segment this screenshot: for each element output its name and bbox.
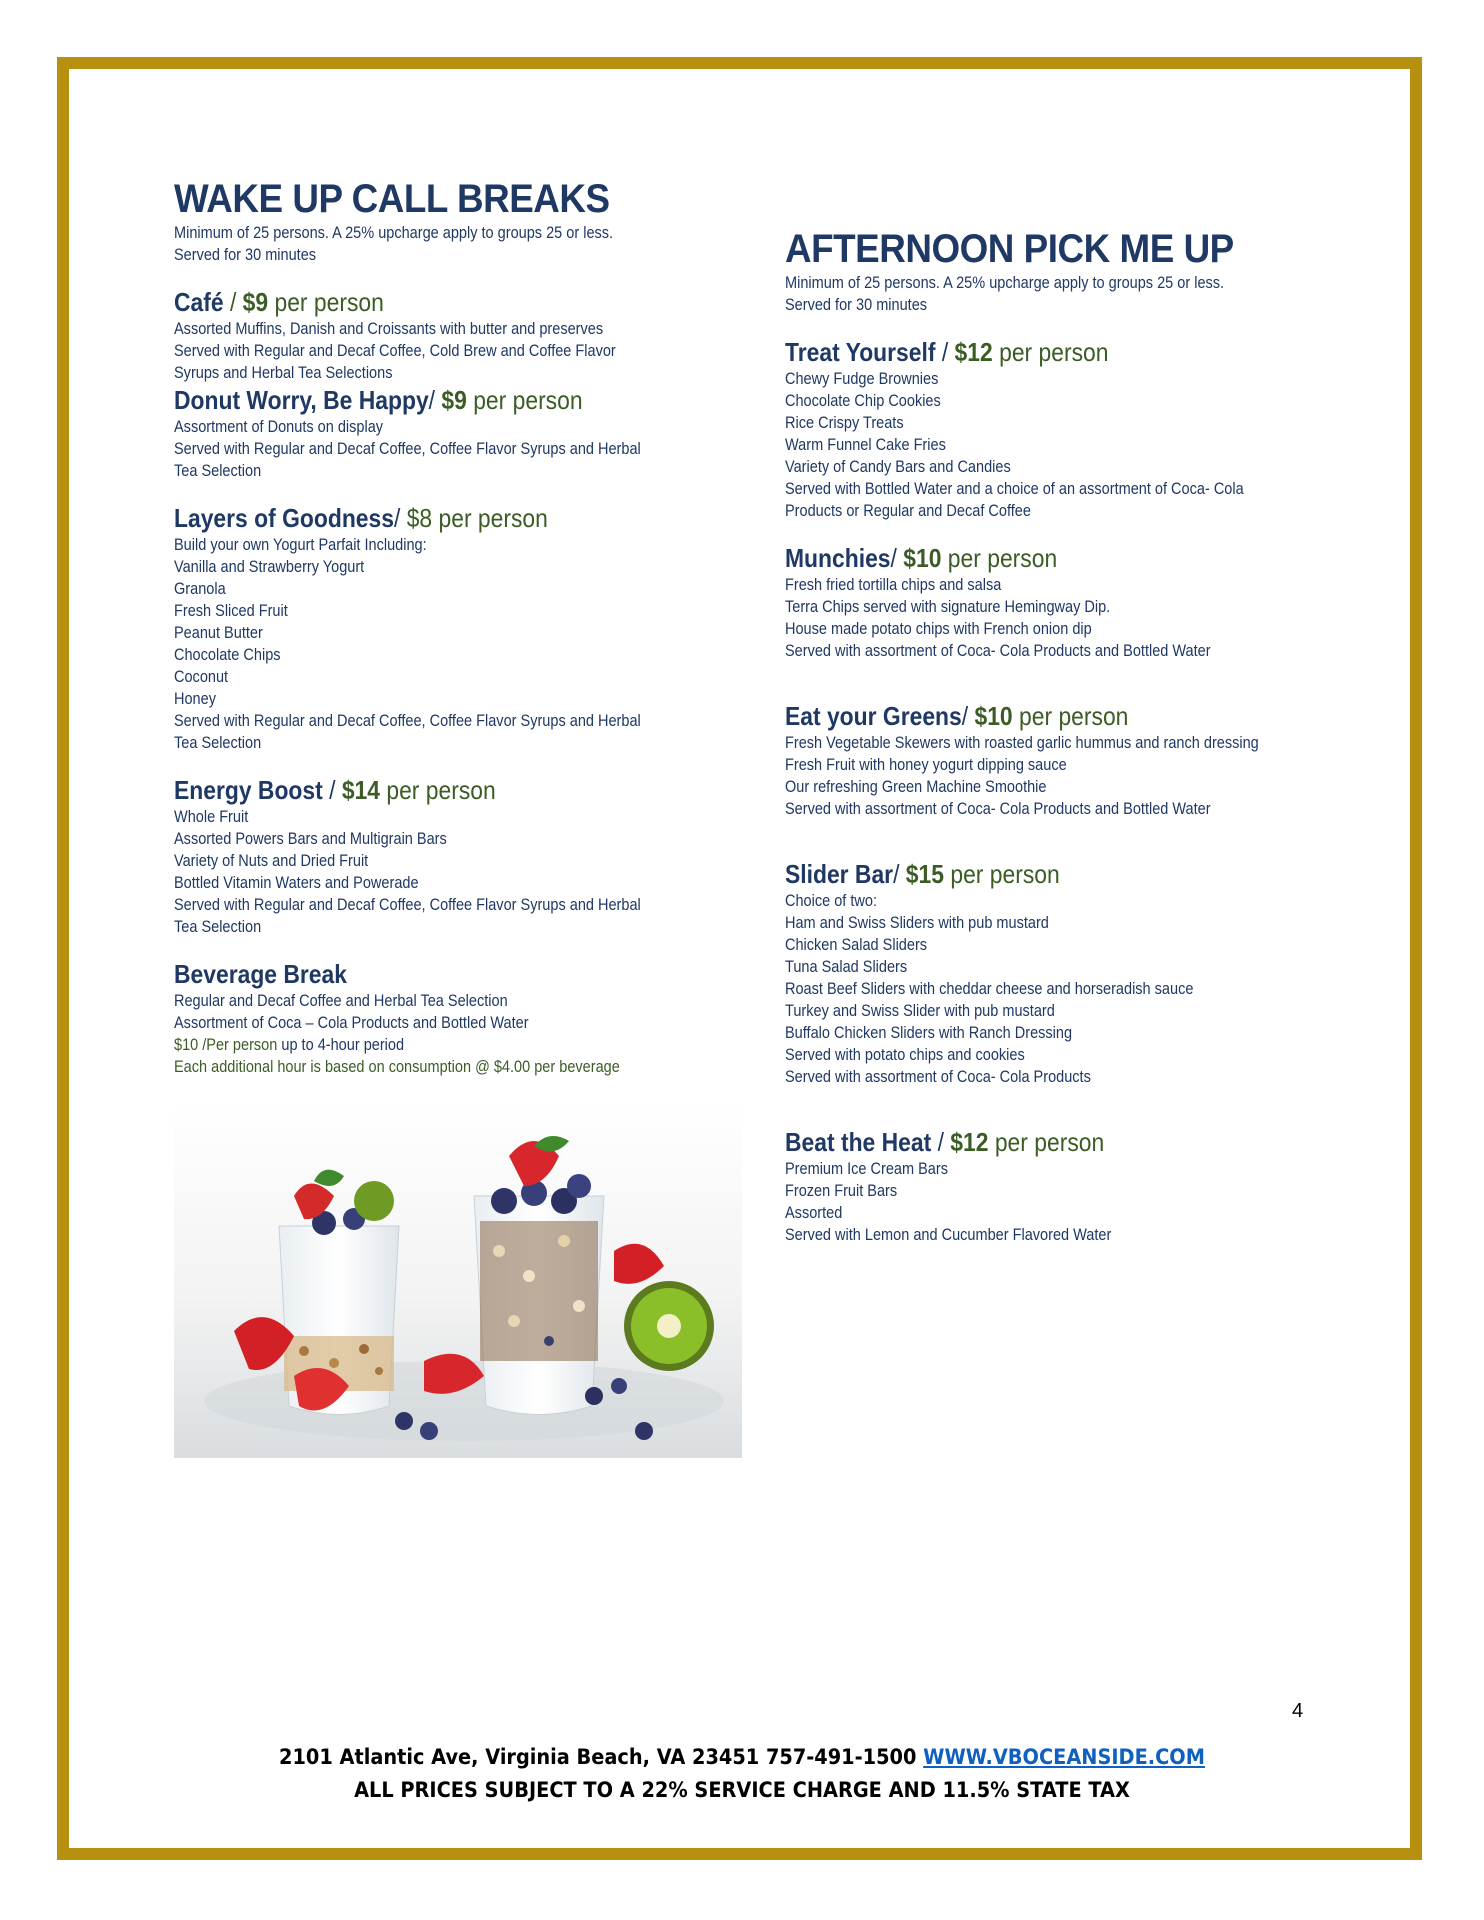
- menu-item-line: Assortment of Donuts on display: [174, 418, 384, 436]
- menu-item-line: Variety of Nuts and Dried Fruit: [174, 852, 369, 870]
- menu-item-line: Served with Regular and Decaf Coffee, Coffee Flavor Syrups and Herbal: [174, 712, 641, 730]
- menu-item-line: Whole Fruit: [174, 808, 249, 826]
- section-price: $10: [974, 701, 1013, 731]
- section-name: Donut Worry, Be Happy: [174, 385, 429, 415]
- menu-item-line: Served with Regular and Decaf Coffee, Coffee Flavor Syrups and Herbal: [174, 440, 641, 458]
- menu-item-line: Served with potato chips and cookies: [785, 1046, 1025, 1064]
- section-name: Eat your Greens: [785, 701, 962, 731]
- munchies-heading: Munchies/ $10 per person: [785, 543, 1058, 573]
- footer-disclaimer: ALL PRICES SUBJECT TO A 22% SERVICE CHARGE AND 11.5% STATE TAX: [354, 1778, 1130, 1802]
- section-name: Layers of Goodness: [174, 503, 394, 533]
- menu-item-line: Chicken Salad Sliders: [785, 936, 928, 954]
- menu-item-line: Assorted: [785, 1204, 843, 1222]
- menu-item-line: Fresh Fruit with honey yogurt dipping sauce: [785, 756, 1067, 774]
- menu-item-line: Build your own Yogurt Parfait Including:: [174, 536, 427, 554]
- layers-heading: Layers of Goodness/ $8 per person: [174, 503, 548, 533]
- menu-item-line: Peanut Butter: [174, 624, 263, 642]
- menu-item-line: Regular and Decaf Coffee and Herbal Tea Selection: [174, 992, 508, 1010]
- treat-heading: Treat Yourself / $12 per person: [785, 337, 1109, 367]
- menu-item-line: Warm Funnel Cake Fries: [785, 436, 946, 454]
- section-price: $12: [950, 1127, 989, 1157]
- beverage-heading: [174, 958, 684, 990]
- section-price: $8: [406, 503, 433, 533]
- menu-item-line: Our refreshing Green Machine Smoothie: [785, 778, 1047, 796]
- section-price: $9: [441, 385, 467, 415]
- menu-item-line: Premium Ice Cream Bars: [785, 1160, 948, 1178]
- section-name: Energy Boost: [174, 775, 323, 805]
- wake-up-title: WAKE UP CALL BREAKS: [174, 177, 610, 221]
- menu-item-line: Products or Regular and Decaf Coffee: [785, 502, 1031, 520]
- heat-items: [785, 1158, 1345, 1246]
- menu-item-line: Tea Selection: [174, 918, 262, 936]
- menu-item-line: Served with assortment of Coca- Cola Products and Bottled Water: [785, 642, 1211, 660]
- section-name: Treat Yourself: [785, 337, 936, 367]
- page-number: 4: [1292, 1700, 1304, 1722]
- menu-item-line: Served with assortment of Coca- Cola Products and Bottled Water: [785, 800, 1211, 818]
- cafe-heading: Café / $9 per person: [174, 287, 384, 317]
- beverage-note: Each additional hour is based on consumption @ $4.00 per beverage: [174, 1058, 620, 1076]
- menu-item-line: Ham and Swiss Sliders with pub mustard: [785, 914, 1049, 932]
- beverage-price-line: $10 /Per person up to 4-hour period: [174, 1036, 405, 1054]
- afternoon-title: AFTERNOON PICK ME UP: [785, 227, 1234, 271]
- section-name: Beverage Break: [174, 959, 347, 989]
- intro-line: Minimum of 25 persons. A 25% upcharge apply to groups 25 or less.: [174, 224, 614, 242]
- menu-item-line: House made potato chips with French onion dip: [785, 620, 1092, 638]
- menu-item-line: Tea Selection: [174, 462, 262, 480]
- footer-address-line: 2101 Atlantic Ave, Virginia Beach, VA 23451 757-491-1500 WWW.VBOCEANSIDE.COM: [279, 1745, 1205, 1769]
- menu-item-line: Bottled Vitamin Waters and Powerade: [174, 874, 419, 892]
- menu-item-line: Terra Chips served with signature Hemingway Dip.: [785, 598, 1111, 616]
- section-price: $12: [954, 337, 993, 367]
- menu-item-line: Assorted Powers Bars and Multigrain Bars: [174, 830, 447, 848]
- website-link[interactable]: WWW.VBOCEANSIDE.COM: [923, 1745, 1205, 1769]
- menu-item-line: Roast Beef Sliders with cheddar cheese and horseradish sauce: [785, 980, 1194, 998]
- menu-item-line: Served with Lemon and Cucumber Flavored Water: [785, 1226, 1112, 1244]
- menu-item-line: Chocolate Chip Cookies: [785, 392, 941, 410]
- energy-heading: Energy Boost / $14 per person: [174, 775, 496, 805]
- donut-heading: Donut Worry, Be Happy/ $9 per person: [174, 385, 583, 415]
- section-name: Beat the Heat: [785, 1127, 932, 1157]
- section-name: Slider Bar: [785, 859, 894, 889]
- menu-item-line: Assortment of Coca – Cola Products and Bottled Water: [174, 1014, 529, 1032]
- intro-line: Minimum of 25 persons. A 25% upcharge apply to groups 25 or less.: [785, 274, 1225, 292]
- menu-item-line: Assorted Muffins, Danish and Croissants with butter and preserves: [174, 320, 604, 338]
- menu-item-line: Coconut: [174, 668, 229, 686]
- wake-up-call-column: [174, 176, 754, 1078]
- menu-item-line: Fresh Vegetable Skewers with roasted garlic hummus and ranch dressing: [785, 734, 1259, 752]
- menu-item-line: Fresh Sliced Fruit: [174, 602, 288, 620]
- menu-item-line: Served with Regular and Decaf Coffee, Cold Brew and Coffee Flavor: [174, 342, 616, 360]
- menu-item-line: Served with Bottled Water and a choice of an assortment of Coca- Cola: [785, 480, 1244, 498]
- treat-items: [785, 368, 1345, 522]
- menu-item-line: Fresh fried tortilla chips and salsa: [785, 576, 1002, 594]
- menu-item-line: Honey: [174, 690, 216, 708]
- intro-line: Served for 30 minutes: [174, 246, 317, 264]
- menu-item-line: Buffalo Chicken Sliders with Ranch Dressing: [785, 1024, 1073, 1042]
- section-name: Munchies: [785, 543, 891, 573]
- menu-item-line: Tuna Salad Sliders: [785, 958, 908, 976]
- menu-item-line: Tea Selection: [174, 734, 262, 752]
- menu-item-line: Served with Regular and Decaf Coffee, Coffee Flavor Syrups and Herbal: [174, 896, 641, 914]
- layers-items: [174, 534, 754, 754]
- section-price: $10: [903, 543, 942, 573]
- heat-heading: Beat the Heat / $12 per person: [785, 1127, 1105, 1157]
- menu-item-line: Chocolate Chips: [174, 646, 281, 664]
- slider-heading: Slider Bar/ $15 per person: [785, 859, 1060, 889]
- yogurt-parfait-photo: [174, 1101, 742, 1458]
- munchies-items: [785, 574, 1345, 662]
- menu-item-line: Chewy Fudge Brownies: [785, 370, 939, 388]
- menu-item-line: Granola: [174, 580, 226, 598]
- greens-heading: Eat your Greens/ $10 per person: [785, 701, 1129, 731]
- energy-items: [174, 806, 754, 938]
- menu-item-line: Turkey and Swiss Slider with pub mustard: [785, 1002, 1055, 1020]
- slider-items: [785, 890, 1345, 1088]
- greens-items: [785, 732, 1345, 820]
- menu-item-line: Choice of two:: [785, 892, 878, 910]
- intro-line: Served for 30 minutes: [785, 296, 928, 314]
- menu-item-line: Rice Crispy Treats: [785, 414, 904, 432]
- menu-item-line: Vanilla and Strawberry Yogurt: [174, 558, 365, 576]
- cafe-items: [174, 318, 754, 384]
- menu-item-line: Variety of Candy Bars and Candies: [785, 458, 1011, 476]
- section-price: $9: [242, 287, 269, 317]
- menu-item-line: Served with assortment of Coca- Cola Products: [785, 1068, 1091, 1086]
- section-price: $15: [905, 859, 944, 889]
- afternoon-column: [785, 226, 1345, 1246]
- section-price: $14: [341, 775, 381, 805]
- beverage-items: [174, 990, 754, 1034]
- donut-items: [174, 416, 754, 482]
- menu-item-line: Frozen Fruit Bars: [785, 1182, 898, 1200]
- section-name: Café: [174, 287, 224, 317]
- menu-item-line: Syrups and Herbal Tea Selections: [174, 364, 393, 382]
